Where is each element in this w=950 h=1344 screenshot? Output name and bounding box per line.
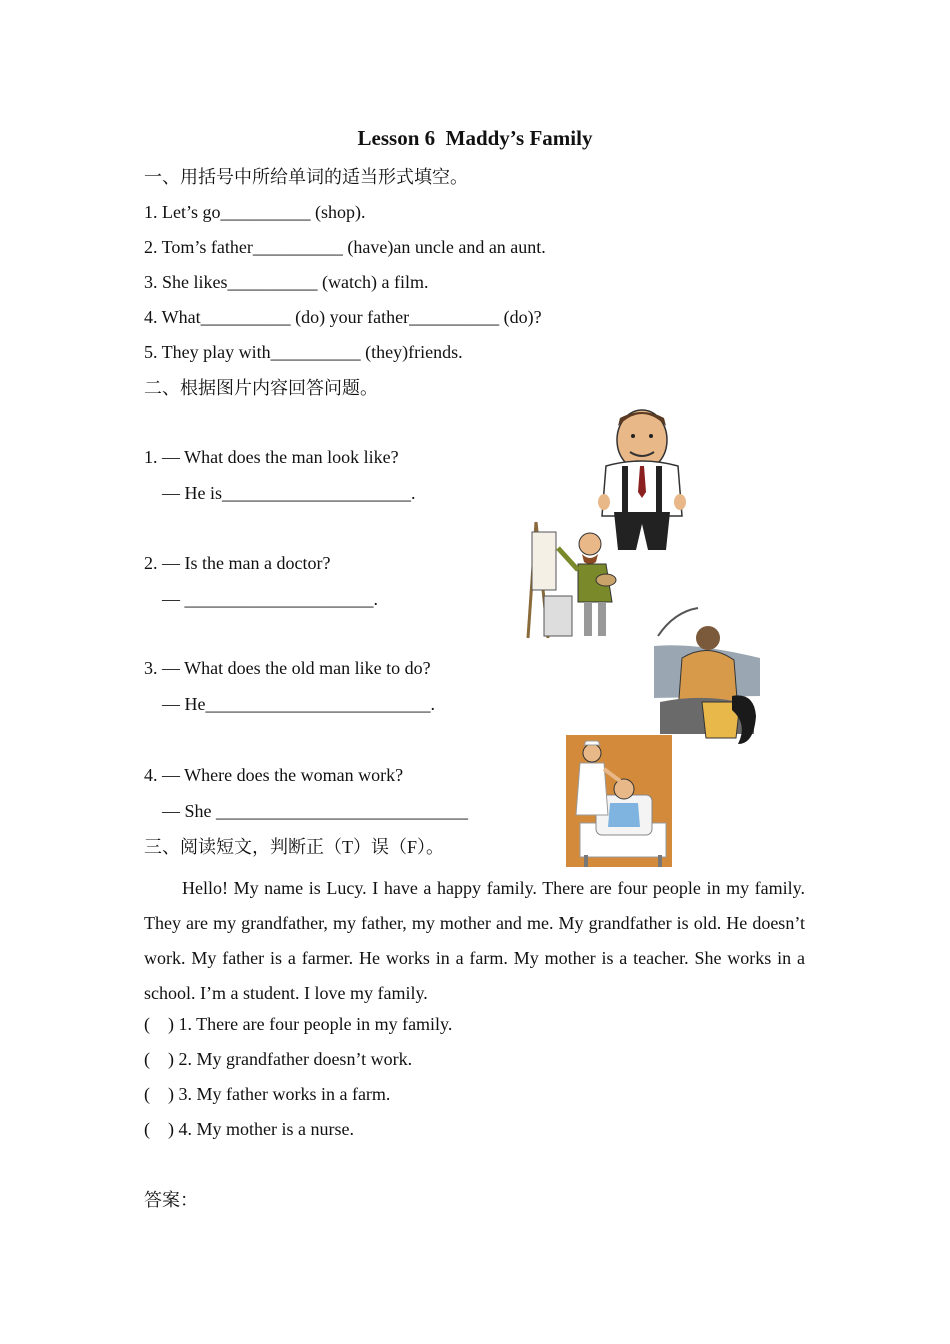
painter-illustration xyxy=(522,518,620,642)
section3-item-3: ( ) 3. My father works in a farm. xyxy=(144,1084,391,1104)
section1-heading: 一、用括号中所给单词的适当形式填空。 xyxy=(144,167,468,187)
section3-item-4: ( ) 4. My mother is a nurse. xyxy=(144,1119,354,1139)
section2-question-1: 1. — What does the man look like? xyxy=(144,447,399,467)
section1-item-4: 4. What__________ (do) your father__________ (do)? xyxy=(144,307,542,327)
section2-question-4: 4. — Where does the woman work? xyxy=(144,765,404,785)
reading-passage: Hello! My name is Lucy. I have a happy family. There are four people in my family. They are my grandfather, my father, my mother and me. My grandfather is old. He doesn’t work. My father is a farmer. He works in a farm. My mother is a teacher. She works in a school. I’m a student. I love my family. xyxy=(144,878,805,1003)
section1-item-2: 2. Tom’s father__________ (have)an uncle and an aunt. xyxy=(144,237,546,257)
section2-answer-2: — _____________________. xyxy=(162,589,378,609)
section2-answer-1: — He is_____________________. xyxy=(162,483,416,503)
section2-question-2: 2. — Is the man a doctor? xyxy=(144,553,331,573)
section2-question-3: 3. — What does the old man like to do? xyxy=(144,658,431,678)
fishing-old-man-illustration xyxy=(654,606,760,748)
section2-answer-3: — He_________________________. xyxy=(162,694,435,714)
section1-item-5: 5. They play with__________ (they)friends. xyxy=(144,342,463,362)
nurse-hospital-illustration xyxy=(566,735,672,867)
section2-answer-4: — She ____________________________ xyxy=(162,801,468,821)
section3-item-2: ( ) 2. My grandfather doesn’t work. xyxy=(144,1049,413,1069)
section3-heading: 三、阅读短文，判断正（T）误（F）。 xyxy=(144,837,445,857)
page-title: Lesson 6 Maddy’s Family xyxy=(357,126,593,150)
section1-item-3: 3. She likes__________ (watch) a film. xyxy=(144,272,429,292)
answers-label: 答案： xyxy=(144,1190,198,1210)
section2-heading: 二、根据图片内容回答问题。 xyxy=(144,378,378,398)
section3-item-1: ( ) 1. There are four people in my family. xyxy=(144,1014,453,1034)
section1-item-1: 1. Let’s go__________ (shop). xyxy=(144,202,366,222)
